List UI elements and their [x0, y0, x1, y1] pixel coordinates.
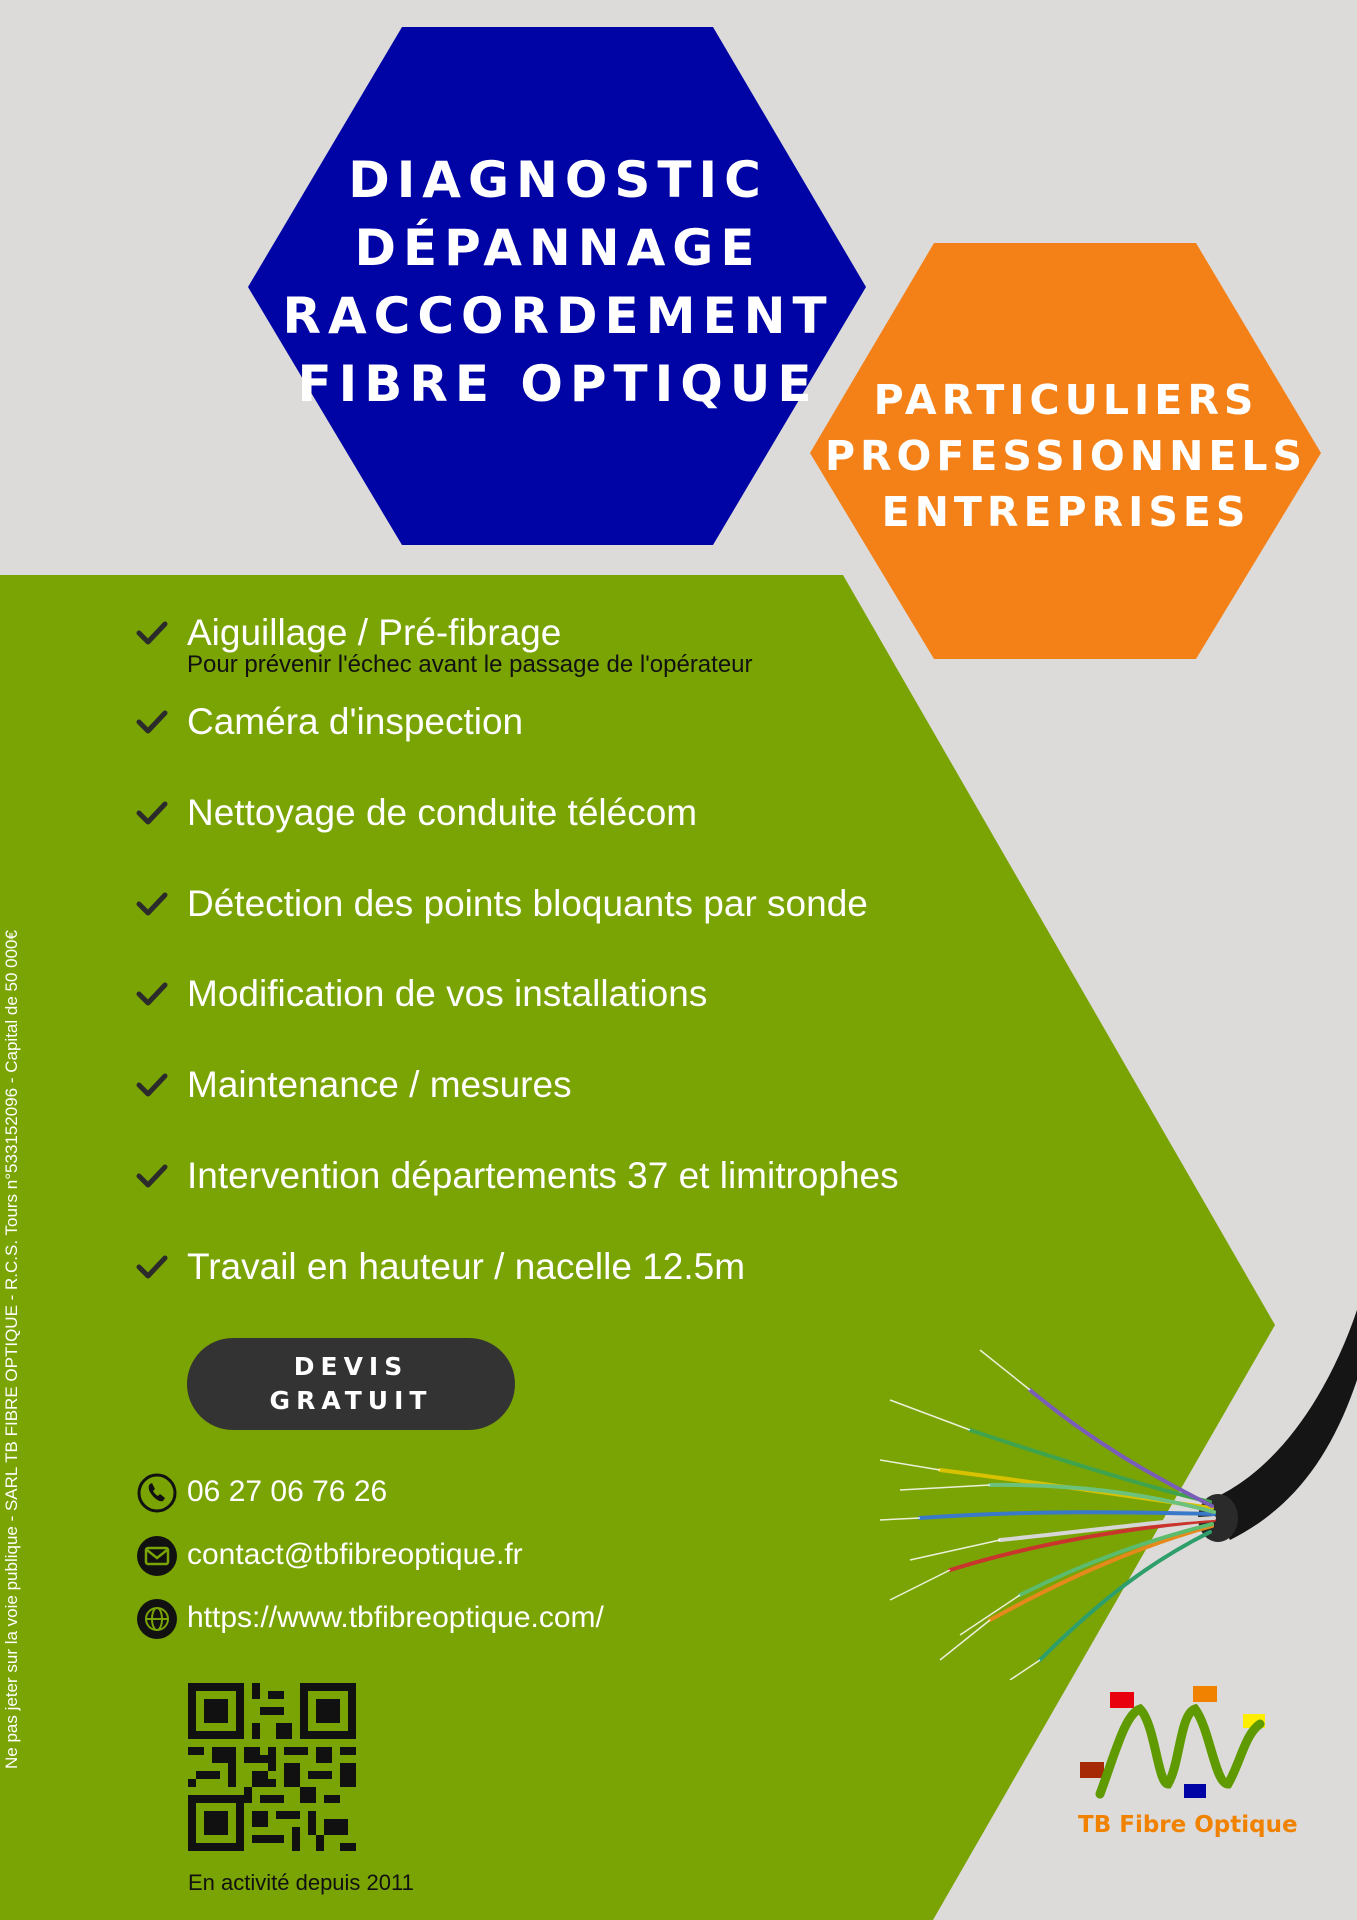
website-url: https://www.tbfibreoptique.com/ — [187, 1601, 604, 1634]
check-icon — [136, 890, 168, 918]
email-address: contact@tbfibreoptique.fr — [187, 1538, 523, 1571]
service-sublabel: Pour prévenir l'échec avant le passage de l'opérateur — [187, 651, 753, 678]
check-icon — [136, 1253, 168, 1281]
audience-line-1: PARTICULIERS — [873, 376, 1259, 424]
check-icon — [136, 799, 168, 827]
headline-line-1: DIAGNOSTIC — [348, 151, 768, 209]
cta-line-2: GRATUIT — [269, 1386, 433, 1415]
check-icon — [136, 619, 168, 647]
audience-line-2: PROFESSIONNELS — [824, 432, 1308, 480]
service-label: Modification de vos installations — [187, 973, 708, 1014]
service-label: Travail en hauteur / nacelle 12.5m — [187, 1246, 746, 1287]
check-icon — [136, 1162, 168, 1190]
activity-since: En activité depuis 2011 — [188, 1870, 414, 1895]
fiber-cable-illustration — [880, 1270, 1357, 1680]
legal-notice: Ne pas jeter sur la voie publique - SARL TB FIBRE OPTIQUE - R.C.S. Tours n°533152096 - Capital de 50 000€ — [2, 930, 21, 1769]
headline-line-4: FIBRE OPTIQUE — [297, 355, 819, 413]
phone-number: 06 27 06 76 26 — [187, 1475, 388, 1508]
free-quote-button[interactable] — [187, 1338, 515, 1430]
headline-line-2: DÉPANNAGE — [354, 219, 762, 277]
phone-icon — [136, 1472, 178, 1514]
qr-code[interactable] — [188, 1683, 356, 1851]
envelope-icon — [136, 1535, 178, 1577]
logo-name: TB Fibre Optique — [1078, 1812, 1298, 1838]
service-label: Aiguillage / Pré-fibrage — [187, 612, 562, 653]
service-label: Maintenance / mesures — [187, 1064, 572, 1105]
audience-line-3: ENTREPRISES — [881, 488, 1251, 536]
check-icon — [136, 1071, 168, 1099]
globe-icon — [136, 1598, 178, 1640]
headline-line-3: RACCORDEMENT — [282, 287, 834, 345]
blue-hexagon-headline — [248, 146, 868, 418]
cta-line-1: DEVIS — [293, 1352, 409, 1381]
orange-hexagon-audience — [810, 372, 1322, 540]
check-icon — [136, 980, 168, 1008]
check-icon — [136, 708, 168, 736]
service-label: Intervention départements 37 et limitrophes — [187, 1155, 899, 1196]
service-label: Caméra d'inspection — [187, 701, 524, 742]
service-label: Nettoyage de conduite télécom — [187, 792, 698, 833]
service-label: Détection des points bloquants par sonde — [187, 883, 868, 924]
